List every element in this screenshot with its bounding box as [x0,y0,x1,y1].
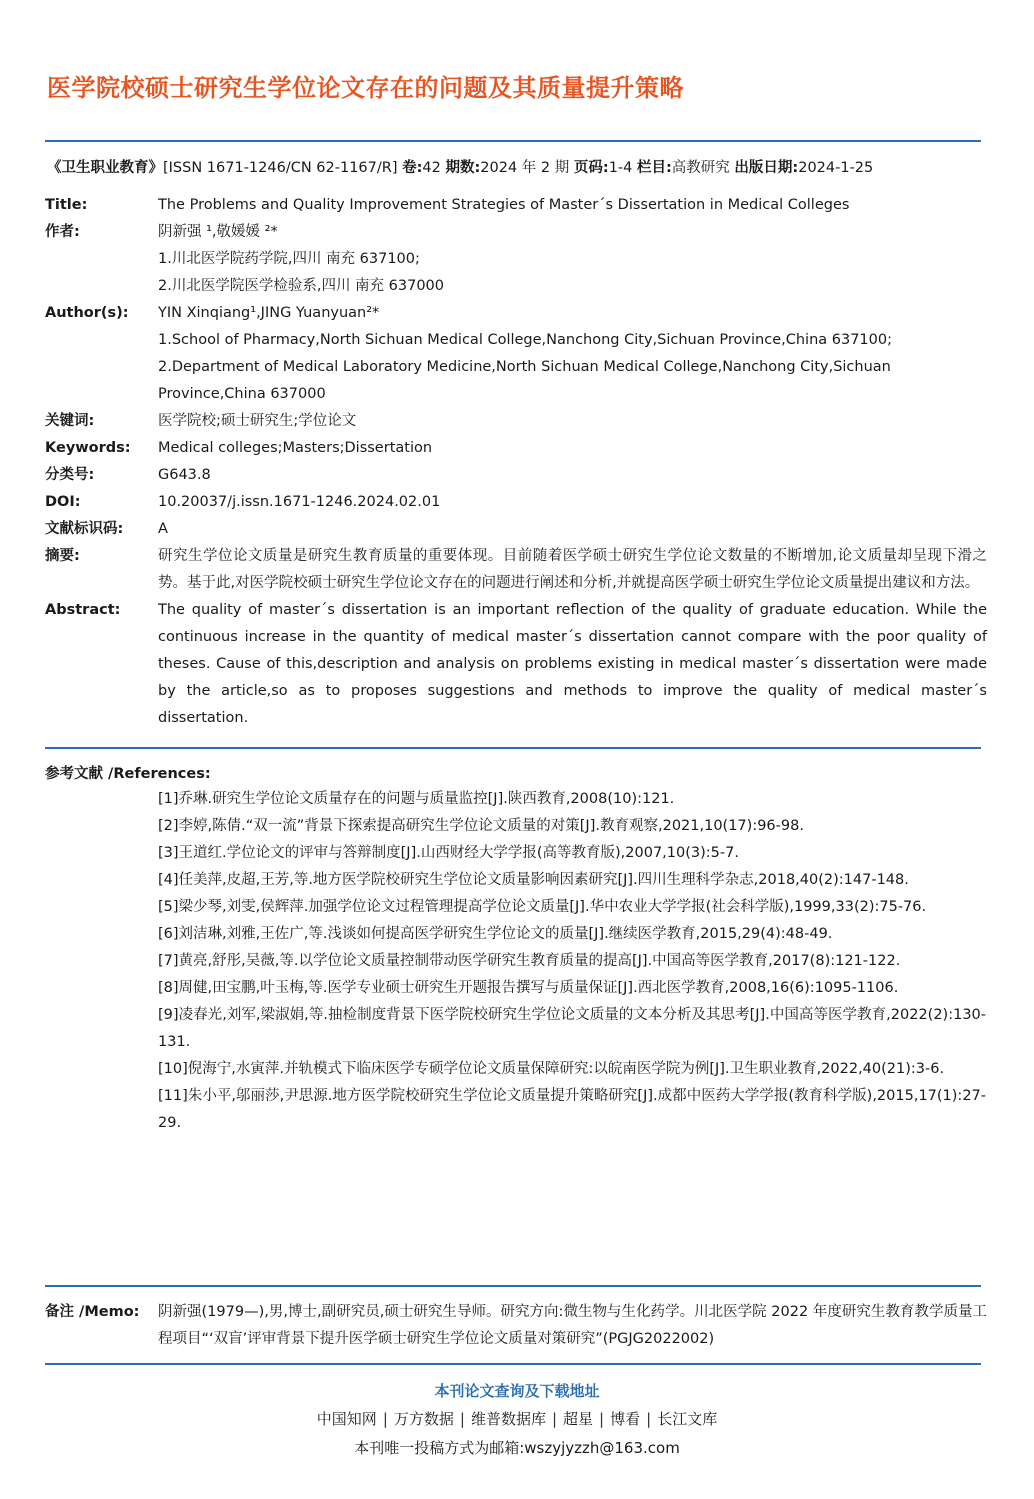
references-list [158,786,986,1137]
memo-rule [45,1285,981,1287]
site-link-changjiang[interactable]: 长江文库 [657,1410,718,1428]
field-label: Title: [45,197,88,213]
field-label: Keywords: [45,440,131,456]
abstract-cn: 研究生学位论文质量是研究生教育质量的重要体现。目前随着医学硕士研究生学位论文数量的不断增加,论文质量却呈现下滑之势。基于此,对医学院校硕士研究生学位论文存在的问题进行阐述和分析,并就提高医学硕士研究生学位论文质量提出建议和方法。 [158,548,987,591]
abstract-cn-row [45,543,987,597]
top-rule [45,140,981,142]
pages: 1-4 [608,160,633,176]
authors-en: YIN Xinqiang¹,JING Yuanyuan²* [158,305,380,321]
footer-rule [45,1363,981,1365]
separator: | [459,1410,465,1428]
article-title: 医学院校硕士研究生学位论文存在的问题及其质量提升策略 [47,74,684,102]
doccode-row [45,516,987,543]
column: 高教研究 [671,160,730,176]
column-label: 栏目: [636,160,672,176]
class-number: G643.8 [158,467,211,483]
issue: 2024 年 2 期 [480,160,570,176]
abstract-en: The quality of master´s dissertation is an important reflection of the quality of graduate education. While the continuous increase in the quantity of medical master´s dissertation cannot compare with the poor quality of theses. Cause of this,description and analysis on problems existing in medical master´s dissertation were made by the article,so as to proposes suggestions and methods to improve the quality of medical master´s dissertation. [158,602,987,726]
document-code: A [158,521,168,537]
references-heading: 参考文献 /References: [45,766,211,782]
doi[interactable]: 10.20037/j.issn.1671-1246.2024.02.01 [158,494,441,510]
volume-label: 卷: [402,160,423,176]
affiliation-cn-2: 2.川北医学院医学检验系,四川 南充 637000 [158,278,445,294]
submission-email: 本刊唯一投稿方式为邮箱:wszyjyzzh@163.com [354,1439,680,1457]
doi-row [45,489,987,516]
separator: | [382,1410,388,1428]
reference-item: [2]李婷,陈倩.“双一流”背景下探索提高研究生学位论文质量的对策[J].教育观察,2021,10(17):96-98. [158,818,804,834]
reference-item: [10]倪海宁,水寅萍.并轨模式下临床医学专硕学位论文质量保障研究:以皖南医学院为例[J].卫生职业教育,2022,40(21):3-6. [158,1061,945,1077]
affiliation-en-1: 1.School of Pharmacy,North Sichuan Medical College,Nanchong City,Sichuan Province,China 637100; [158,332,892,348]
site-link-vip[interactable]: 维普数据库 [470,1410,546,1428]
authors-en-row [45,300,987,408]
keywords-cn: 医学院校;硕士研究生;学位论文 [158,413,357,429]
memo-label: 备注 /Memo: [45,1304,140,1320]
authors-cn-row [45,219,987,300]
references-rule [45,747,981,749]
field-label: 关键词: [45,413,95,429]
keywords-en-row [45,435,987,462]
reference-item: [11]朱小平,邬丽莎,尹思源.地方医学院校研究生学位论文质量提升策略研究[J].成都中医药大学学报(教育科学版),2015,17(1):27-29. [158,1088,986,1131]
field-label: Abstract: [45,602,121,618]
reference-item: [1]乔琳.研究生学位论文质量存在的问题与质量监控[J].陕西教育,2008(10):121. [158,791,675,807]
database-links [0,1408,1034,1429]
keywords-en: Medical colleges;Masters;Dissertation [158,440,433,456]
field-label: DOI: [45,494,81,510]
site-link-bookan[interactable]: 博看 [610,1410,641,1428]
abstract-en-row [45,597,987,732]
keywords-cn-row [45,408,987,435]
affiliation-en-2: 2.Department of Medical Laboratory Medicine,North Sichuan Medical College,Nanchong City,Sichuan Province,China 637000 [158,359,891,402]
reference-item: [8]周健,田宝鹏,叶玉梅,等.医学专业硕士研究生开题报告撰写与质量保证[J].西北医学教育,2008,16(6):1095-1106. [158,980,899,996]
publication-meta [47,156,987,177]
reference-item: [6]刘洁琳,刘雅,王佐广,等.浅谈如何提高医学研究生学位论文的质量[J].继续医学教育,2015,29(4):48-49. [158,926,833,942]
volume: 42 [422,160,441,176]
field-label: 分类号: [45,467,95,483]
class-row [45,462,987,489]
reference-item: [3]王道红.学位论文的评审与答辩制度[J].山西财经大学学报(高等教育版),2007,10(3):5-7. [158,845,739,861]
site-link-chaoxing[interactable]: 超星 [563,1410,594,1428]
authors-cn: 阴新强 ¹,敬媛媛 ²* [158,224,278,240]
site-link-cnki[interactable]: 中国知网 [316,1410,377,1428]
footer-heading: 本刊论文查询及下载地址 [434,1382,600,1400]
issue-label: 期数: [445,160,481,176]
pages-label: 页码: [573,160,609,176]
site-link-wanfang[interactable]: 万方数据 [393,1410,454,1428]
field-label: 摘要: [45,548,80,564]
article-info [45,192,987,732]
pub-date: 2024-1-25 [798,160,874,176]
field-label: 作者: [45,224,80,240]
separator: | [599,1410,605,1428]
memo-section [45,1299,987,1353]
title-row [45,192,987,219]
affiliation-cn-1: 1.川北医学院药学院,四川 南充 637100; [158,251,420,267]
memo-text: 阴新强(1979—),男,博士,副研究员,硕士研究生导师。研究方向:微生物与生化药学。川北医学院 2022 年度研究生教育教学质量工程项目“‘双盲’评审背景下提升医学硕士研究生学位论文质量对策研究”(PGJG2022002) [158,1304,987,1347]
english-title: The Problems and Quality Improvement Strategies of Master´s Dissertation in Medical Colleges [158,197,850,213]
field-label: 文献标识码: [45,521,124,537]
issn: [ISSN 1671-1246/CN 62-1167/R] [163,160,398,176]
reference-item: [9]凌春光,刘军,梁淑娟,等.抽检制度背景下医学院校研究生学位论文质量的文本分析及其思考[J].中国高等医学教育,2022(2):130-131. [158,1007,986,1050]
reference-item: [4]任美萍,皮超,王芳,等.地方医学院校研究生学位论文质量影响因素研究[J].四川生理科学杂志,2018,40(2):147-148. [158,872,909,888]
separator: | [551,1410,558,1428]
journal-name: 《卫生职业教育》 [47,160,163,176]
separator: | [646,1410,652,1428]
date-label: 出版日期: [734,160,799,176]
reference-item: [7]黄亮,舒彤,吴薇,等.以学位论文质量控制带动医学研究生教育质量的提高[J].中国高等医学教育,2017(8):121-122. [158,953,901,969]
reference-item: [5]梁少琴,刘雯,侯辉萍.加强学位论文过程管理提高学位论文质量[J].华中农业大学学报(社会科学版),1999,33(2):75-76. [158,899,927,915]
field-label: Author(s): [45,305,129,321]
